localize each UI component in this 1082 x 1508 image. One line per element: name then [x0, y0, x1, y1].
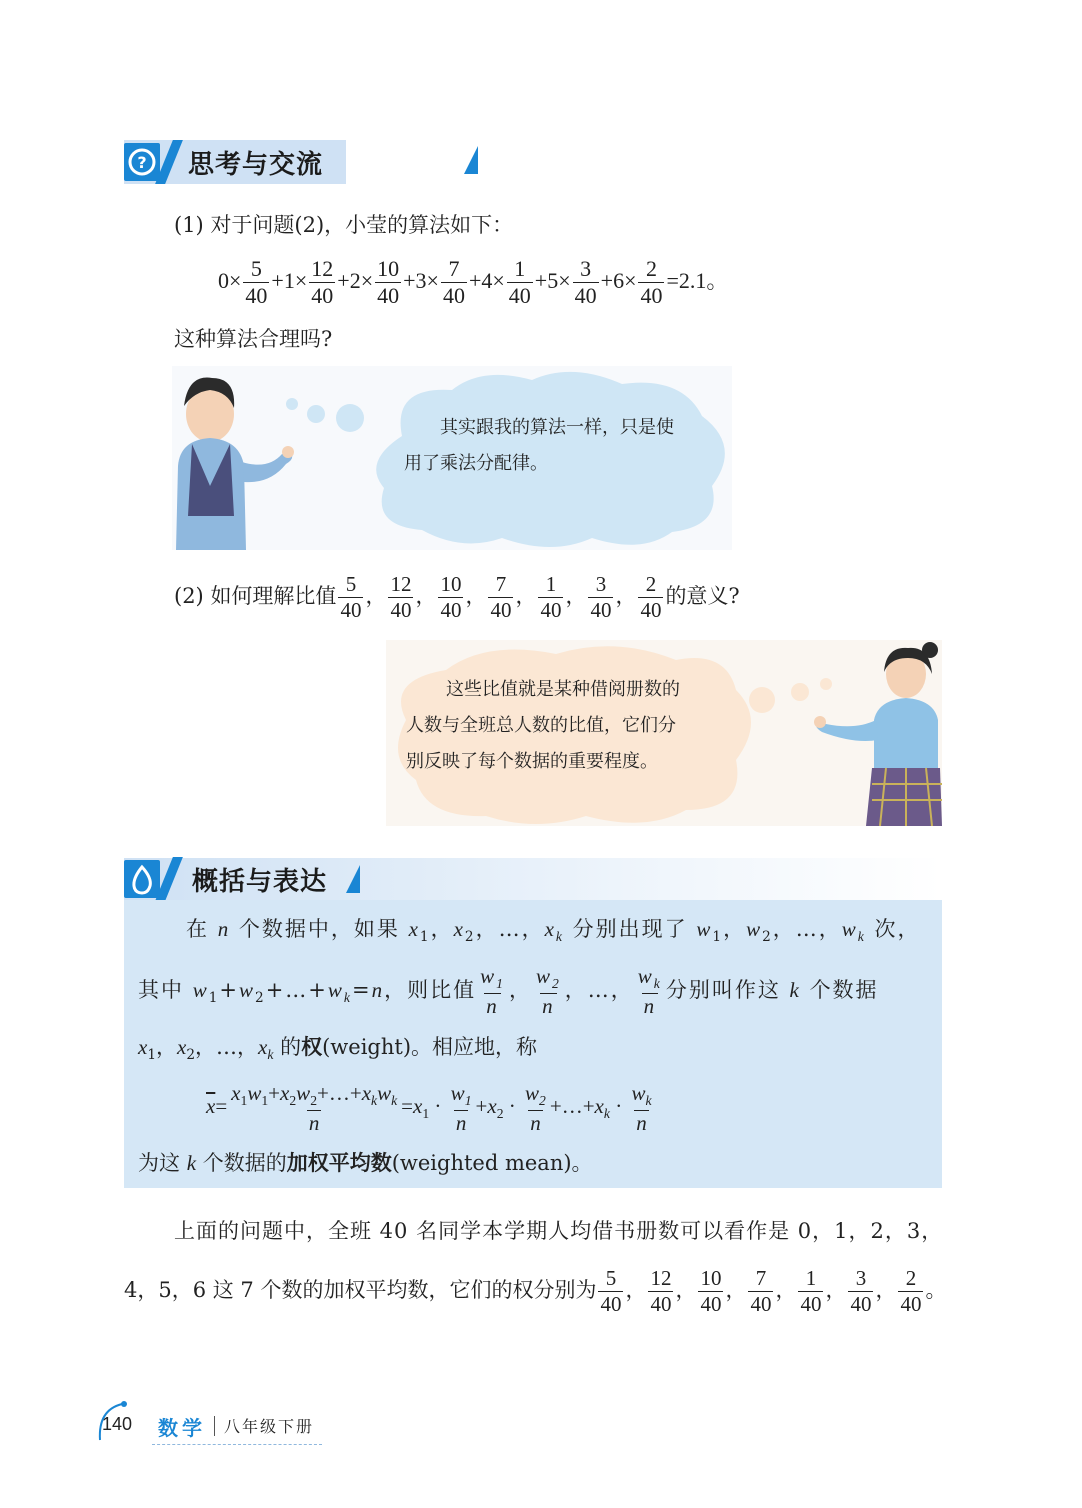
denominator: 40: [508, 283, 531, 309]
formula-fraction: [638, 258, 664, 307]
numerator: 2: [645, 572, 657, 596]
numerator: 7: [448, 256, 460, 282]
flame-icon: [124, 860, 160, 898]
formula-fraction: [309, 258, 335, 307]
denominator: 40: [245, 283, 268, 309]
definition-line-2: 其中 $w_1+w_2+\dots+w_k=n$，则比值 $\frac{w_1}{n}$ ， $\frac{w_2}{n}$ ，…， $\frac{w_k}{n}$ 分别叫作这 k 个数据: [138, 964, 879, 1018]
numerator: 2: [645, 256, 657, 282]
denominator: 40: [440, 598, 462, 622]
numerator: 3: [855, 1266, 867, 1290]
denominator: 40: [442, 283, 465, 309]
closing-line-1: 上面的问题中，全班 40 名同学本学期人均借书册数可以看作是 0，1，2，3，: [174, 1219, 944, 1243]
formula-fraction: [441, 258, 467, 307]
weight-fraction: [798, 1268, 823, 1315]
numerator: 7: [495, 572, 507, 596]
question-bulb-icon: [124, 143, 160, 181]
q2-text: (2) 如何理解比值 $\frac{5}{40}$ ， $\frac{12}{40}$ ， $\frac{10}{40}$ ， $\frac{7}{40}$ ， $\frac{1}{40}$ ， $\frac{3}{40}$ ， $\frac{2}{40}$ 的意义?: [174, 572, 740, 622]
weight-fraction: [598, 1268, 623, 1315]
denominator: 40: [640, 598, 662, 622]
numerator: 7: [755, 1266, 767, 1290]
numerator: 5: [605, 1266, 617, 1290]
numerator: 12: [650, 1266, 672, 1290]
weight-fraction: [698, 1268, 723, 1315]
numerator: 5: [250, 256, 262, 282]
footer-subject: 数学: [158, 1416, 206, 1440]
footer-grade: 八年级下册: [224, 1417, 315, 1436]
denominator: 40: [600, 1292, 622, 1316]
girl-bubble-text: 这些比值就是某种借阅册数的 人数与全班总人数的比值，它们分 别反映了每个数据的重要程度。: [406, 679, 680, 772]
formula-fraction: [573, 258, 599, 307]
footer-dotted-line: [152, 1444, 322, 1445]
footer: [92, 1400, 472, 1450]
ratio-fraction: [638, 574, 663, 621]
definition-line-1: 在 n 个数据中，如果 $x_1$，$x_2$，…，$x_k$ 分别出现了 $w_1$，$w_2$，…，$w_k$ 次，: [186, 917, 921, 946]
svg-text:?: ?: [137, 153, 147, 172]
section-title: 概括与表达: [192, 867, 328, 897]
ratio-fraction: [488, 574, 513, 621]
numerator: 10: [700, 1266, 722, 1290]
weight-fraction: [748, 1268, 773, 1315]
numerator: 1: [805, 1266, 817, 1290]
formula-fraction: [243, 258, 269, 307]
boy-bubble-text: 其实跟我的算法一样，只是使 用了乘法分配律。: [404, 417, 674, 474]
q1-text: (1) 对于问题(2)，小莹的算法如下：: [174, 213, 514, 237]
denominator: 40: [574, 283, 597, 309]
weighted-mean-formula: $\overline{x}=$ $\frac{x_1w_1+x_2w_2+\dots+x_kw_k}{n}$ $=x_1$ · $\frac{w_1}{n}$ $+x_2$ · $\frac{w_2}{n}$ $+\dots+x_k$ · $\frac{w_k}{n}$: [206, 1080, 652, 1135]
formula-fraction: [507, 258, 533, 307]
section-header-summary: [124, 857, 364, 901]
numerator: 1: [545, 572, 557, 596]
denominator: 40: [390, 598, 412, 622]
numerator: 3: [580, 256, 592, 282]
denominator: 40: [311, 283, 334, 309]
denominator: 40: [640, 283, 663, 309]
definition-line-3: $x_1$，$x_2$，…，$x_k$ 的权(weight)。相应地，称: [138, 1035, 538, 1064]
weight-fraction: [898, 1268, 923, 1315]
weight-fraction: [648, 1268, 673, 1315]
numerator: 12: [390, 572, 412, 596]
denominator: 40: [490, 598, 512, 622]
denominator: 40: [340, 598, 362, 622]
definition-line-5: 为这 k 个数据的加权平均数(weighted mean)。: [138, 1151, 593, 1175]
numerator: 3: [595, 572, 607, 596]
denominator: 40: [590, 598, 612, 622]
ratio-fraction: [388, 574, 413, 621]
denominator: 40: [900, 1292, 922, 1316]
numerator: 5: [345, 572, 357, 596]
denominator: 40: [750, 1292, 772, 1316]
q1-follow: 这种算法合理吗?: [174, 327, 333, 351]
ratio-fraction: [438, 574, 463, 621]
numerator: 10: [440, 572, 462, 596]
denominator: 40: [650, 1292, 672, 1316]
ratio-fraction: [338, 574, 363, 621]
numerator: 12: [311, 256, 334, 282]
denominator: 40: [800, 1292, 822, 1316]
ratio-fraction: [538, 574, 563, 621]
footer-divider: [214, 1416, 215, 1436]
closing-line-2: 4，5，6 这 7 个数的加权平均数，它们的权分别为 $\frac{5}{40}$ ， $\frac{12}{40}$ ， $\frac{10}{40}$ ， $\frac{7}{40}$ ， $\frac{1}{40}$ ， $\frac{3}{40}$ ， $\frac{2}{40}$ 。: [124, 1266, 947, 1316]
denominator: 40: [850, 1292, 872, 1316]
section-header-think: [124, 140, 364, 184]
denominator: 40: [377, 283, 400, 309]
page-number: 140: [102, 1414, 133, 1434]
formula-fraction: [375, 258, 401, 307]
q1-formula: 0× $\frac{5}{40}$ +1× $\frac{12}{40}$ +2× $\frac{10}{40}$ +3× $\frac{7}{40}$ +4× $\frac{1}{40}$ +5× $\frac{3}{40}$ +6× $\frac{2}{40}$ =2.1。: [218, 256, 729, 309]
weight-fraction: [848, 1268, 873, 1315]
denominator: 40: [540, 598, 562, 622]
ratio-fraction: [588, 574, 613, 621]
section-title: 思考与交流: [188, 150, 324, 180]
numerator: 10: [377, 256, 400, 282]
denominator: 40: [700, 1292, 722, 1316]
numerator: 1: [514, 256, 526, 282]
numerator: 2: [905, 1266, 917, 1290]
